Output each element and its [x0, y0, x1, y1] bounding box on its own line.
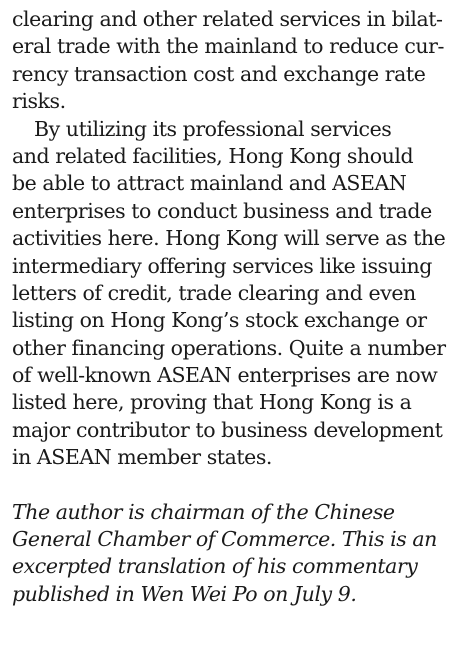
text-line: intermediary offering services like issuing [12, 253, 432, 278]
text-line: listing on Hong Kong’s stock exchange or [12, 308, 427, 333]
text-line: of well-known ASEAN enterprises are now [12, 363, 438, 388]
text-line: be able to attract mainland and ASEAN [12, 171, 407, 196]
text-line-indented: By utilizing its professional services [34, 116, 392, 141]
text-line: eral trade with the mainland to reduce cur- [12, 34, 444, 59]
text-line: clearing and other related services in bilat- [12, 7, 443, 31]
text-line: rency transaction cost and exchange rate [12, 61, 426, 86]
author-note-line: General Chamber of Commerce. This is an [12, 527, 437, 552]
author-note [12, 499, 452, 609]
text-line: and related facilities, Hong Kong should [12, 143, 414, 168]
author-note-line: excerpted translation of his commentary [12, 554, 418, 579]
text-line: in ASEAN member states. [12, 445, 272, 470]
paragraph-main [12, 116, 452, 472]
text-line: other financing operations. Quite a number [12, 335, 446, 360]
text-line: activities here. Hong Kong will serve as the [12, 226, 446, 251]
paragraph-gap [12, 472, 452, 499]
article-body [12, 6, 452, 608]
text-line: letters of credit, trade clearing and even [12, 280, 416, 305]
text-line: major contributor to business development [12, 417, 443, 442]
text-line: risks. [12, 89, 66, 114]
text-line: listed here, proving that Hong Kong is a [12, 390, 412, 415]
text-line: enterprises to conduct business and trade [12, 198, 432, 223]
author-note-line: published in Wen Wei Po on July 9. [12, 581, 357, 606]
author-note-line: The author is chairman of the Chinese [12, 499, 395, 524]
paragraph-continued [12, 6, 452, 116]
